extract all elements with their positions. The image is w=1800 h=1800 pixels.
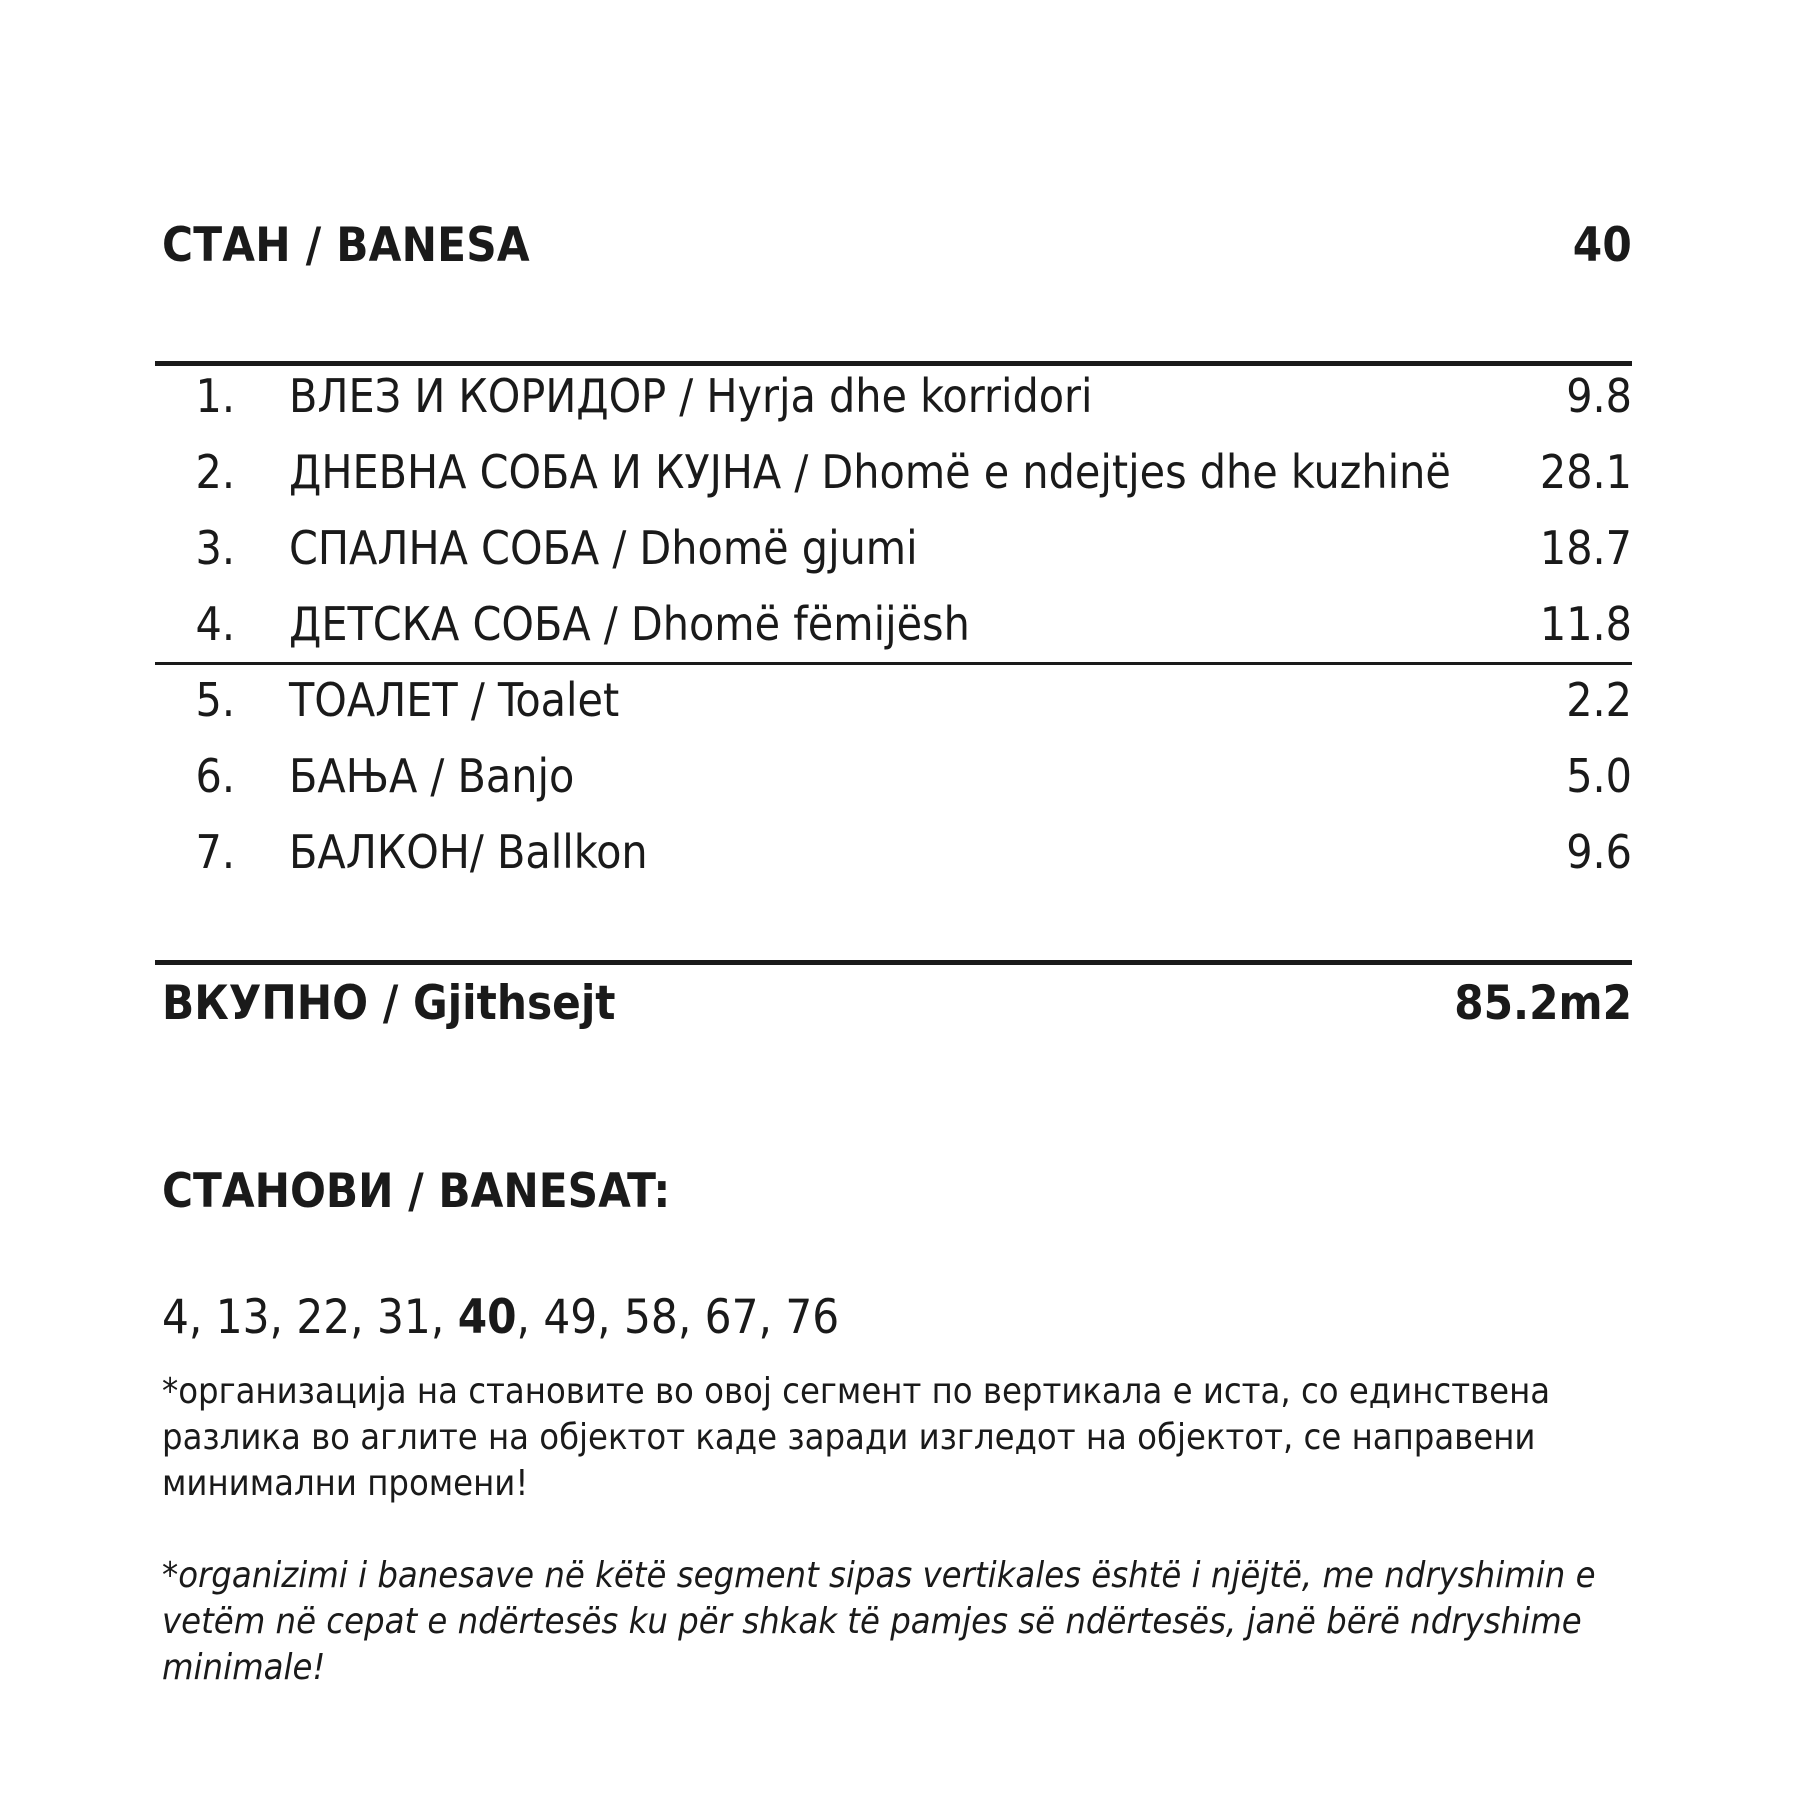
room-row <box>155 358 1632 434</box>
room-number: 6. <box>195 749 235 803</box>
apartment-number: 40 <box>1572 218 1632 273</box>
room-name: БАЊА / Banjo <box>289 749 575 803</box>
room-row <box>155 434 1632 510</box>
apartments-heading: СТАНОВИ / BANESAT: <box>162 1164 671 1219</box>
room-name: ДЕТСКА СОБА / Dhomë fëmijësh <box>289 597 970 651</box>
room-area: 28.1 <box>1539 445 1632 499</box>
room-number: 1. <box>195 369 235 423</box>
room-area: 9.8 <box>1566 369 1632 423</box>
page-title: СТАН / BANESA <box>162 218 530 273</box>
room-number: 2. <box>195 445 235 499</box>
room-area: 11.8 <box>1539 597 1632 651</box>
room-number: 4. <box>195 597 235 651</box>
room-name: ВЛЕЗ И КОРИДОР / Hyrja dhe korridori <box>289 369 1093 423</box>
room-area: 18.7 <box>1539 521 1632 575</box>
room-row <box>155 814 1632 890</box>
room-name: ТОАЛЕТ / Toalet <box>289 673 620 727</box>
room-number: 3. <box>195 521 235 575</box>
note-macedonian: *организација на становите во овој сегмент по вертикала е иста, со единствена разлика во аглите на објектот каде заради изгледот на објектот, се направени минимални промени! <box>162 1371 1551 1504</box>
apartment-list-current: 40 <box>457 1290 517 1345</box>
room-number: 7. <box>195 825 235 879</box>
apartment-number-list <box>162 1288 839 1348</box>
room-row <box>155 662 1632 738</box>
room-row <box>155 510 1632 586</box>
room-area: 9.6 <box>1566 825 1632 879</box>
room-area: 5.0 <box>1566 749 1632 803</box>
note-albanian: *organizimi i banesave në këtë segment sipas vertikales është i njëjtë, me ndryshimin e vetëm në cepat e ndërtesës ku për shkak të pamjes së ndërtesës, janë bërë ndryshime minimale! <box>162 1555 1596 1688</box>
room-area: 2.2 <box>1566 673 1632 727</box>
room-name: БАЛКОН/ Ballkon <box>289 825 648 879</box>
room-number: 5. <box>195 673 235 727</box>
total-rule <box>155 960 1632 965</box>
apartment-list-after: , 49, 58, 67, 76 <box>516 1290 840 1345</box>
apartment-list-before: 4, 13, 22, 31, <box>162 1290 458 1345</box>
room-row <box>155 738 1632 814</box>
total-label: ВКУПНО / Gjithsejt <box>162 976 616 1031</box>
room-row <box>155 586 1632 662</box>
room-name: ДНЕВНА СОБА И КУЈНА / Dhomë e ndejtjes dhe kuzhinë <box>289 445 1451 499</box>
room-name: СПАЛНА СОБА / Dhomë gjumi <box>289 521 918 575</box>
total-value: 85.2m2 <box>1454 976 1632 1031</box>
